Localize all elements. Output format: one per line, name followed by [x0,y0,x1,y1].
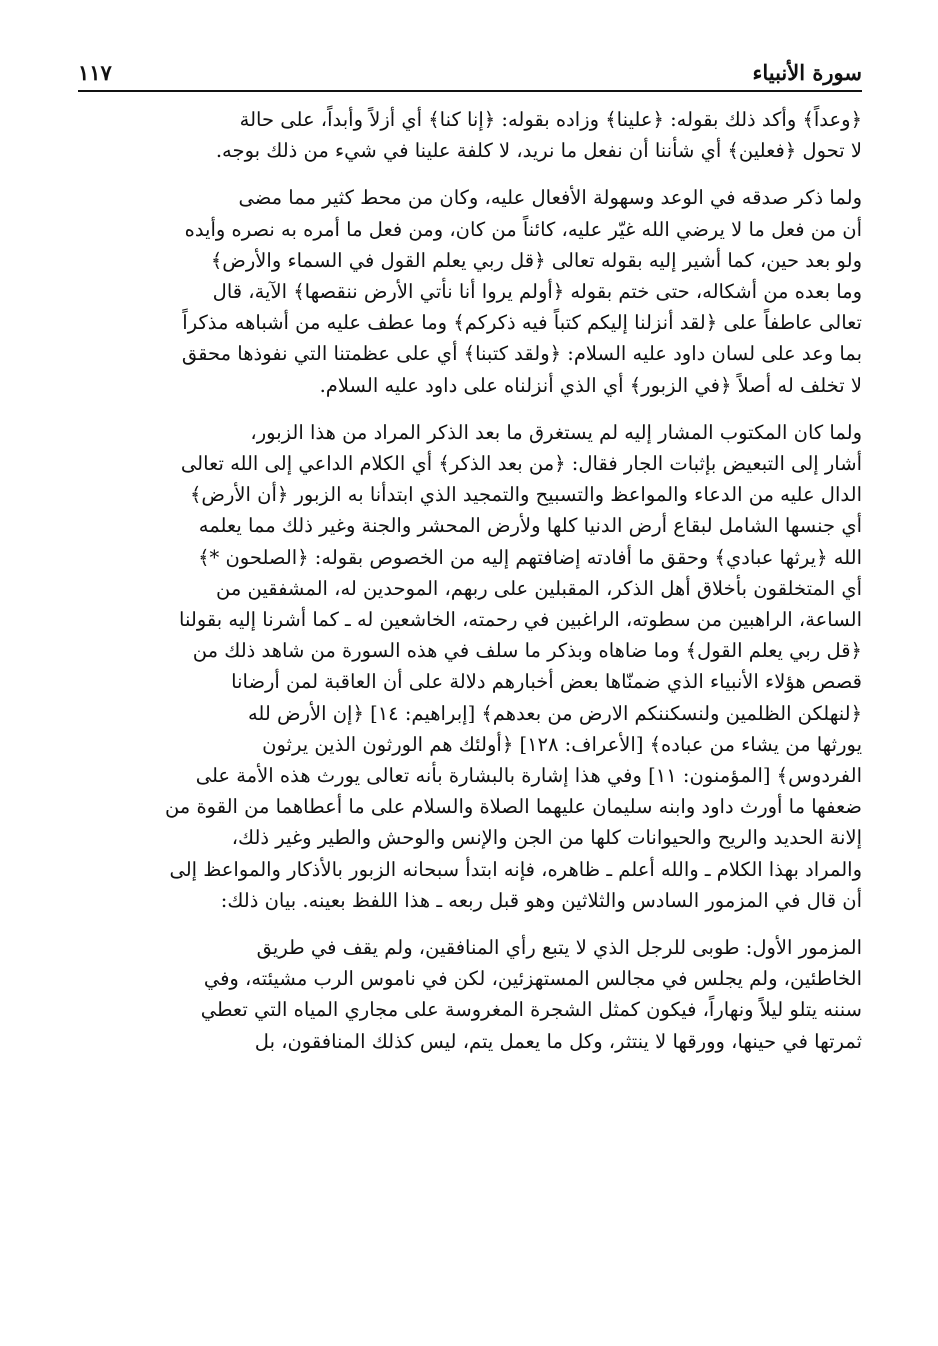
text-line: لا تحول ﴿فعلين﴾ أي شأننا أن نفعل ما نريد، لا كلفة علينا في شيء من ذلك بوجه. [215,139,862,163]
text-line: إلانة الحديد والريح والحيوانات كلها من الجن والإنس والوحش والطير وغير ذلك، [231,826,862,850]
paragraph-2 [78,182,862,400]
text-line: والمراد بهذا الكلام ـ والله أعلم ـ ظاهره، فإنه ابتدأ سبحانه الزبور بالأذكار والمواعظ إلى [169,857,862,881]
text-line: أن من فعل ما لا يرضي الله غيّر عليه، كائناً من كان، ومن فعل ما أمره به نصره وأيده [184,217,862,241]
text-line: الفردوس﴾ [المؤمنون: ١١] وفي هذا إشارة بالبشارة بأنه تعالى يورث هذه الأمة على [195,764,862,788]
text-line: الخاطئين، ولم يجلس في مجالس المستهزئين، لكن في ناموس الرب مشيئته، وفي [203,967,862,991]
text-line: الدال عليه من الدعاء والمواعظ والتسبيح والتمجيد الذي ابتدأنا به الزبور ﴿أن الأرض﴾ [189,483,862,507]
page-number: ١١٧ [78,60,112,85]
text-line: أي جنسها الشامل لبقاع أرض الدنيا كلها ولأرض المحشر والجنة وغير ذلك مما يعلمه [198,514,862,538]
paragraph-1 [78,104,862,166]
text-line: ضعفها ما أورث داود وابنه سليمان عليهما الصلاة والسلام على ما أعطاهما من القوة من [164,795,862,819]
page-header [78,56,862,92]
text-line: أن قال في المزمور السادس والثلاثين وهو قبل ربعه ـ هذا اللفظ بعينه. بيان ذلك: [220,888,862,912]
text-line: ثمرتها في حينها، وورقها لا ينتثر، وكل ما يعمل يتم، ليس كذلك المنافقون، بل [254,1029,862,1053]
text-line: قصص هؤلاء الأنبياء الذي ضمنّاها بعض أخبارهم دلالة على أن العاقبة لمن أرضانا [231,670,862,694]
text-line: تعالى عاطفاً على ﴿لقد أنزلنا إليكم كتباً فيه ذكركم﴾ وما عطف عليه من أشباهه مذكراً [182,311,862,335]
text-line: أي المتخلقون بأخلاق أهل الذكر، المقبلين على ربهم، الموحدين له، المشفقين من [215,576,862,600]
text-line: ولو بعد حين، كما أشير إليه بقوله تعالى ﴿قل ربي يعلم القول في السماء والأرض﴾ [210,248,862,272]
text-line: ولما كان المكتوب المشار إليه لم يستغرق ما بعد الذكر المراد من هذا الزبور، [250,420,862,444]
text-line: ﴿قل ربي يعلم القول﴾ وما ضاهاه وبذكر ما سلف في هذه السورة من شاهد ذلك من [192,639,862,663]
book-page [78,56,862,1057]
text-line: الله ﴿يرثها عبادي﴾ وحقق ما أفادته إضافتهم إليه من الخصوص بقوله: ﴿الصلحون *﴾ [198,545,862,569]
text-line: سننه يتلو ليلاً ونهاراً، فيكون كمثل الشجرة المغروسة على مجاري المياه التي تعطي [200,998,862,1022]
text-line: ﴿لنهلكن الظلمين ولنسكننكم الارض من بعدهم﴾ [إبراهيم: ١٤] ﴿إن الأرض لله [247,701,862,725]
text-line: أشار إلى التبعيض بإثبات الجار فقال: ﴿من بعد الذكر﴾ أي الكلام الداعي إلى الله تعالى [180,452,862,476]
paragraph-4 [78,932,862,1057]
text-line: الساعة، الراهبين من سطوته، الراغبين في رحمته، الخاشعين له ـ كما أشرنا إليه بقولنا [179,608,862,632]
text-line: لا تخلف له أصلاً ﴿في الزبور﴾ أي الذي أنزلناه على داود عليه السلام. [319,373,862,397]
text-line: ﴿وعداً﴾ وأكد ذلك بقوله: ﴿علينا﴾ وزاده بقوله: ﴿إنا كنا﴾ أي أزلاً وأبداً، على حالة [239,108,862,131]
text-line: يورثها من يشاء من عباده﴾ [الأعراف: ١٢٨] ﴿أولئك هم الورثون الذين يرثون [262,732,862,756]
text-line: المزمور الأول: طوبى للرجل الذي لا يتبع رأي المنافقين، ولم يقف في طريق [256,936,862,960]
text-line: ولما ذكر صدقه في الوعد وسهولة الأفعال عليه، وكان من محط كثير مما مضى [238,186,862,210]
paragraph-3 [78,417,862,916]
surah-title: سورة الأنبياء [752,60,862,85]
text-line: وما بعده من أشكاله، حتى ختم بقوله ﴿أولم يروا أنا نأتي الأرض ننقصها﴾ الآية، قال [212,280,862,304]
text-line: بما وعد على لسان داود عليه السلام: ﴿ولقد كتبنا﴾ أي على عظمتنا التي نفوذها محقق [181,342,862,366]
